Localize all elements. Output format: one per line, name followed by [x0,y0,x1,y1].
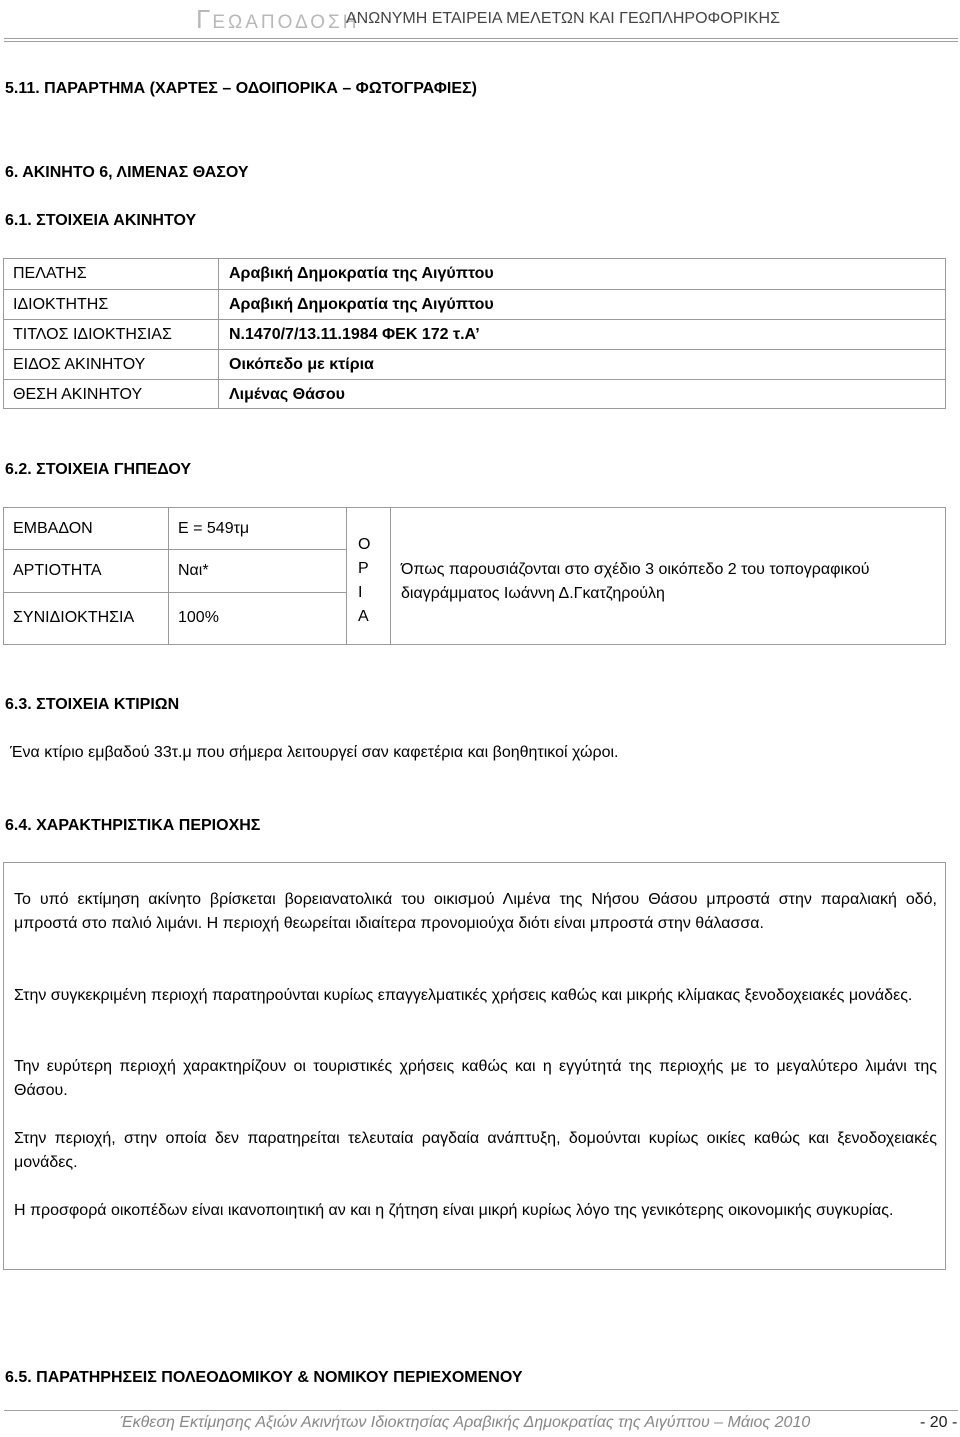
row-value: Οικόπεδο με κτίρια [229,356,374,373]
heading-appendix: 5.11. ΠΑΡΑΡΤΗΜΑ (ΧΑΡΤΕΣ – ΟΔΟΙΠΟΡΙΚΑ – ΦΩΤΟΓΡΑΦΙΕΣ) [5,80,477,97]
heading-area-characteristics: 6.4. ΧΑΡΑΚΤΗΡΙΣΤΙΚΑ ΠΕΡΙΟΧΗΣ [5,817,261,834]
boundary-letter: Α [358,608,369,625]
row-value: Ναι* [178,562,209,579]
paragraph: Η προσφορά οικοπέδων είναι ικανοποιητική αν και η ζήτηση είναι μικρή κυρίως λόγο της γενικότερης οικονομικής συγκυρίας. [14,1202,894,1219]
buildings-description: Ένα κτίριο εμβαδού 33τ.μ που σήμερα λειτουργεί σαν καφετέρια και βοηθητικοί χώροι. [10,744,619,761]
property-details-table [3,258,946,409]
paragraph: Στην συγκεκριμένη περιοχή παρατηρούνται κυρίως επαγγελματικές χρήσεις καθώς και μικρής κλίμακας ξενοδοχειακές μονάδες. [14,987,913,1004]
row-divider [4,549,346,550]
heading-planning-remarks: 6.5. ΠΑΡΑΤΗΡΗΣΕΙΣ ΠΟΛΕΟΔΟΜΙΚΟΥ & ΝΟΜΙΚΟΥ ΠΕΡΙΕΧΟΜΕΝΟΥ [5,1369,523,1386]
table-row [4,259,945,289]
row-value: Αραβική Δημοκρατία της Αιγύπτου [229,265,494,282]
header-divider [4,38,958,39]
row-value: 100% [178,609,219,626]
table-row [4,349,945,379]
table-row [4,289,945,319]
row-label: ΣΥΝΙΔΙΟΚΤΗΣΙΑ [13,609,135,626]
heading-buildings: 6.3. ΣΤΟΙΧΕΙΑ ΚΤΙΡΙΩΝ [5,696,180,713]
page-number: - 20 - [920,1414,958,1431]
row-label: ΕΙΔΟΣ ΑΚΙΝΗΤΟΥ [13,356,146,373]
paragraph: Την ευρύτερη περιοχή χαρακτηρίζουν οι τουριστικές χρήσεις καθώς και η εγγύτητά της περιοχής με το μεγαλύτερο λιμάνι της Θάσου. [14,1058,937,1099]
heading-plot-details: 6.2. ΣΤΟΙΧΕΙΑ ΓΗΠΕΔΟΥ [5,461,192,478]
row-value: Ν.1470/7/13.11.1984 ΦΕΚ 172 τ.Α’ [229,326,480,343]
row-label: ΕΜΒΑΔΟΝ [13,520,93,537]
footer-report-title: Έκθεση Εκτίμησης Αξιών Ακινήτων Ιδιοκτησίας Αραβικής Δημοκρατίας της Αιγύπτου – Μάιος 2010 [120,1414,811,1431]
boundary-letter: Ι [358,584,363,601]
boundary-letter: Ρ [358,560,369,577]
brand-name: ΕΩΑΠΟΔΟΣΗ [212,12,360,33]
table-row [4,319,945,349]
row-value: Αραβική Δημοκρατία της Αιγύπτου [229,296,494,313]
plot-details-table [3,507,946,645]
row-label: ΙΔΙΟΚΤΗΤΗΣ [13,296,109,313]
row-label: ΤΙΤΛΟΣ ΙΔΙΟΚΤΗΣΙΑΣ [13,326,172,343]
row-label: ΠΕΛΑΤΗΣ [13,265,87,282]
table-row [4,379,945,409]
column-divider [168,508,169,644]
boundary-note: Όπως παρουσιάζονται στο σχέδιο 3 οικόπεδο 2 του τοπογραφικού διαγράμματος Ιωάννη Δ.Γκατζηρούλη [401,561,870,602]
header-divider-secondary [4,41,958,42]
row-value: Ε = 549τμ [178,520,250,537]
paragraph: Το υπό εκτίμηση ακίνητο βρίσκεται βορειανατολικά του οικισμού Λιμένα της Νήσου Θάσου μπροστά στην παραλιακή οδό, μπροστά στο παλιό λιμάνι. Η περιοχή θεωρείται ιδιαίτερα προνομιούχα διότι είναι μπροστά στην θάλασσα. [14,891,937,932]
heading-property: 6. ΑΚΙΝΗΤΟ 6, ΛΙΜΕΝΑΣ ΘΑΣΟΥ [5,164,249,181]
footer-divider [4,1410,958,1411]
boundary-letter: Ο [358,536,371,553]
paragraph: Στην περιοχή, στην οποία δεν παρατηρείται τελευταία ραγδαία ανάπτυξη, δομούνται κυρίως οικίες καθώς και ξενοδοχειακές μονάδες. [14,1130,937,1171]
column-divider [390,508,391,644]
row-label: ΘΕΣΗ ΑΚΙΝΗΤΟΥ [13,386,143,403]
page-header [0,4,960,34]
brand-logo [196,4,360,35]
column-divider [346,508,347,644]
row-label: ΑΡΤΙΟΤΗΤΑ [13,562,102,579]
row-divider [4,592,346,593]
brand-initial: Γ [196,4,213,34]
heading-property-details: 6.1. ΣΤΟΙΧΕΙΑ ΑΚΙΝΗΤΟΥ [5,212,197,229]
company-name: ΑΝΩΝΥΜΗ ΕΤΑΙΡΕΙΑ ΜΕΛΕΤΩΝ ΚΑΙ ΓΕΩΠΛΗΡΟΦΟΡΙΚΗΣ [346,10,780,27]
area-characteristics-box [3,862,946,1270]
row-value: Λιμένας Θάσου [229,386,345,403]
